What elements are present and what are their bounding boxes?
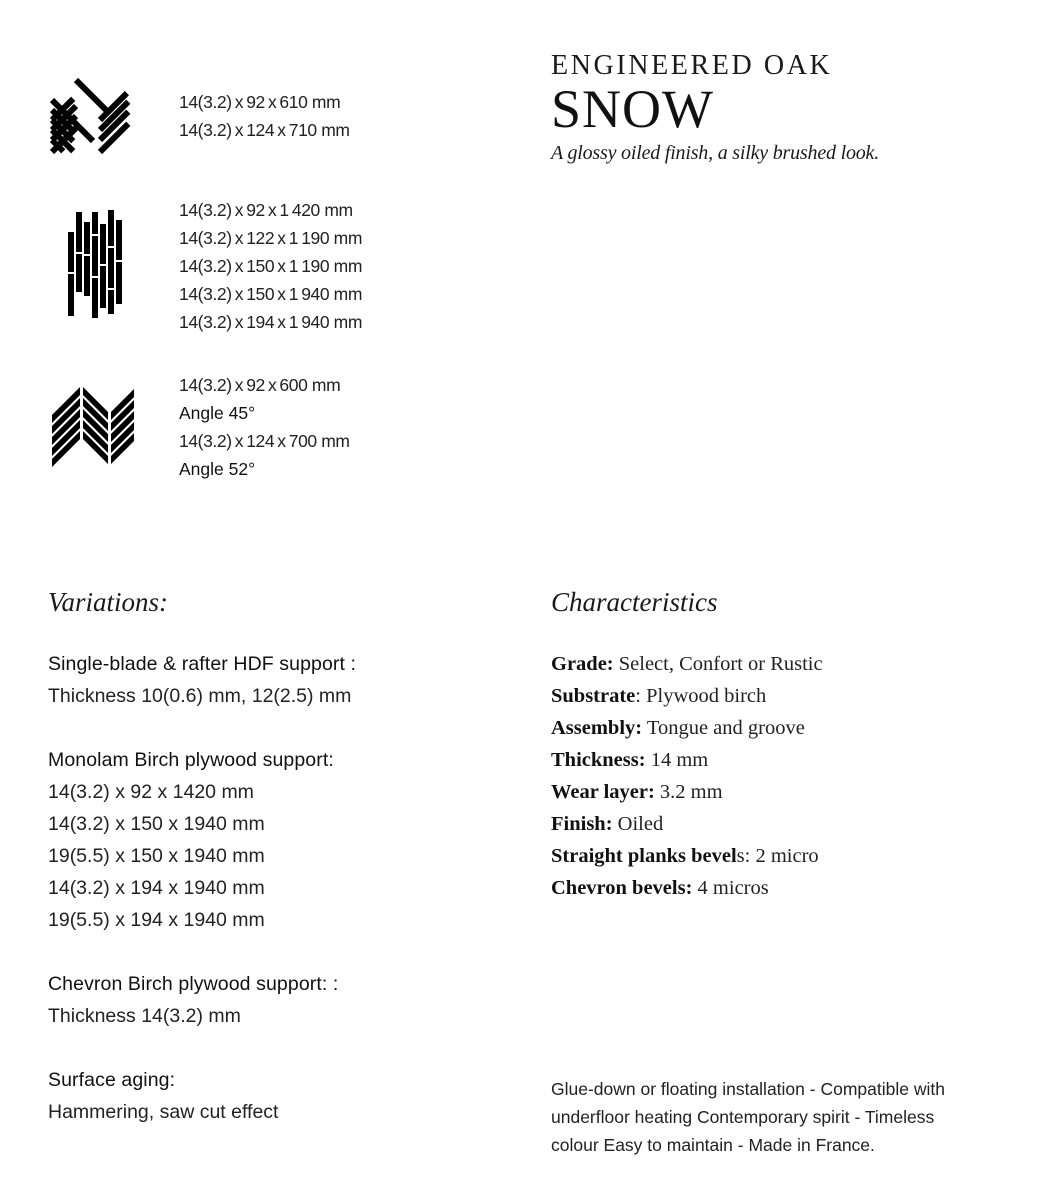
characteristic-key: Assembly:	[551, 717, 643, 739]
product-header	[551, 50, 879, 166]
variation-group	[48, 1064, 488, 1128]
characteristic-assembly	[551, 712, 1011, 744]
variation-heading-suffix: :	[169, 1069, 176, 1091]
characteristic-key: Chevron bevels:	[551, 877, 693, 899]
format-sizes	[179, 88, 350, 144]
variation-heading-suffix: : :	[321, 973, 339, 995]
product-name: SNOW	[551, 79, 714, 139]
characteristic-value: Tongue and groove	[642, 717, 805, 739]
variation-line: 14(3.2) x 194 x 1940 mm	[48, 877, 265, 899]
format-sizes	[179, 196, 362, 336]
characteristic-key: Substrate	[551, 685, 636, 707]
characteristic-chevron-bevels	[551, 872, 1011, 904]
variation-heading-suffix: :	[345, 653, 357, 675]
format-size: 14(3.2) x 194 x 1 940 mm	[179, 312, 363, 332]
characteristic-thickness	[551, 744, 1011, 776]
variations-list	[48, 648, 488, 1160]
format-size: 14(3.2) x 92 x 600 mm	[179, 375, 341, 395]
characteristic-value: 4 micros	[692, 877, 769, 899]
characteristic-straight-bevels	[551, 840, 1011, 872]
format-angle: Angle 45°	[179, 403, 256, 423]
characteristic-finish	[551, 808, 1011, 840]
variation-heading-text: Surface aging	[48, 1069, 170, 1091]
herringbone-pattern-icon	[48, 76, 136, 156]
characteristic-key: Wear layer:	[551, 781, 655, 803]
variation-line: 19(5.5) x 150 x 1940 mm	[48, 845, 265, 867]
variation-line: Thickness 14(3.2) mm	[48, 1005, 241, 1027]
variation-group	[48, 968, 488, 1032]
characteristics-list	[551, 648, 1011, 904]
variation-group	[48, 744, 488, 936]
format-size: 14(3.2) x 150 x 1 940 mm	[179, 284, 363, 304]
product-kicker: ENGINEERED OAK	[551, 50, 833, 81]
variation-heading-text: Monolam Birch plywood support	[48, 749, 329, 771]
variation-heading-text: Single-blade & rafter HDF support	[48, 653, 346, 675]
variations-title: Variations:	[48, 587, 169, 617]
characteristic-value: s: 2 micro	[736, 845, 819, 867]
characteristic-key: Grade:	[551, 653, 614, 675]
characteristic-substrate	[551, 680, 1011, 712]
format-size: 14(3.2) x 124 x 710 mm	[179, 120, 350, 140]
variation-heading-suffix: :	[328, 749, 334, 771]
product-tagline: A glossy oiled finish, a silky brushed look.	[551, 142, 880, 164]
variation-heading	[48, 968, 488, 1000]
characteristic-grade	[551, 648, 1011, 680]
variation-line: Thickness 10(0.6) mm, 12(2.5) mm	[48, 685, 352, 707]
format-size: 14(3.2) x 92 x 1 420 mm	[179, 200, 353, 220]
characteristic-key: Straight planks bevel	[551, 845, 737, 867]
characteristics-title: Characteristics	[551, 587, 718, 617]
product-description: Glue-down or floating installation - Compatible with underfloor heating Contemporary spirit - Timeless colour Easy to maintain - Made in France.	[551, 1079, 945, 1155]
characteristic-value: Oiled	[612, 813, 664, 835]
format-size: 14(3.2) x 92 x 610 mm	[179, 92, 341, 112]
format-sizes	[179, 371, 350, 483]
variation-line: 19(5.5) x 194 x 1940 mm	[48, 909, 265, 931]
format-size: 14(3.2) x 124 x 700 mm	[179, 431, 350, 451]
format-size: 14(3.2) x 150 x 1 190 mm	[179, 256, 363, 276]
characteristic-key: Thickness:	[551, 749, 646, 771]
variation-group	[48, 648, 488, 712]
characteristic-key: Finish:	[551, 813, 613, 835]
characteristic-value: : Plywood birch	[635, 685, 767, 707]
straight-planks-pattern-icon	[68, 210, 128, 322]
characteristic-wear-layer	[551, 776, 1011, 808]
variation-heading	[48, 648, 488, 680]
variation-line: 14(3.2) x 92 x 1420 mm	[48, 781, 254, 803]
variation-line: Hammering, saw cut effect	[48, 1101, 279, 1123]
format-size: 14(3.2) x 122 x 1 190 mm	[179, 228, 363, 248]
characteristic-value: 3.2 mm	[654, 781, 723, 803]
variation-heading	[48, 744, 488, 776]
variation-heading	[48, 1064, 488, 1096]
variation-heading-text: Chevron Birch plywood support	[48, 973, 322, 995]
chevron-pattern-icon	[52, 387, 140, 469]
variation-line: 14(3.2) x 150 x 1940 mm	[48, 813, 265, 835]
characteristic-value: Select, Confort or Rustic	[613, 653, 823, 675]
format-angle: Angle 52°	[179, 459, 256, 479]
characteristic-value: 14 mm	[645, 749, 709, 771]
